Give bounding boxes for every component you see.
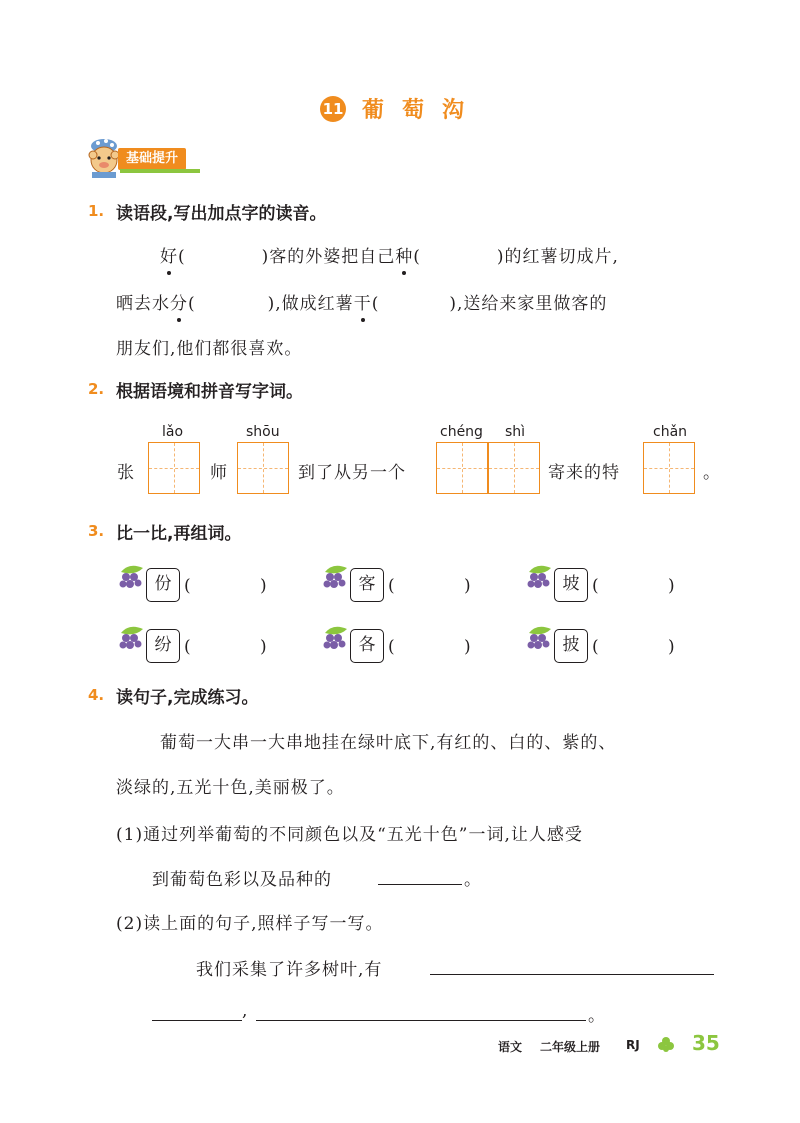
pinyin-chan: chǎn <box>653 424 688 440</box>
answer-line[interactable] <box>430 974 714 975</box>
mascot-icon <box>86 136 122 178</box>
grape-icon <box>321 562 351 594</box>
q4-sub2: (2)读上面的句子,照样子写一写。 <box>116 914 384 934</box>
writing-box[interactable] <box>436 442 488 494</box>
grape-icon <box>321 623 351 655</box>
writing-box[interactable] <box>148 442 200 494</box>
q1-number: 1. <box>88 202 105 220</box>
compare-char-pi: 披 <box>554 629 588 663</box>
grape-icon <box>117 623 147 655</box>
dotted-char-fen: 分 <box>170 289 188 314</box>
q1-line1: 好( )客的外婆把自己种( )的红薯切成片, <box>160 242 619 267</box>
compare-char-ge: 各 <box>350 629 384 663</box>
q3-prompt: 比一比,再组词。 <box>116 524 242 544</box>
writing-box[interactable] <box>643 442 695 494</box>
q4-passage-line2: 淡绿的,五光十色,美丽极了。 <box>116 778 345 798</box>
writing-box[interactable] <box>488 442 540 494</box>
q1-line2: 晒去水分( ),做成红薯干( ),送给来家里做客的 <box>116 289 607 314</box>
compare-char-fen2: 纷 <box>146 629 180 663</box>
lesson-title: 葡萄沟 <box>362 98 483 123</box>
q4-passage-line1: 葡萄一大串一大串地挂在绿叶底下,有红的、白的、紫的、 <box>160 733 617 753</box>
q4-number: 4. <box>88 686 105 704</box>
compare-char-po: 坡 <box>554 568 588 602</box>
q2-text-te: 寄来的特 <box>548 463 620 483</box>
pinyin-shi: shì <box>505 424 526 440</box>
q2-text-middle: 到了从另一个 <box>298 463 406 483</box>
q3-number: 3. <box>88 522 105 540</box>
footer-grade: 二年级上册 <box>540 1040 601 1054</box>
q4-example-start: 我们采集了许多树叶,有 <box>196 960 383 980</box>
answer-line[interactable] <box>256 1020 586 1021</box>
answer-line[interactable] <box>152 1020 242 1021</box>
q2-text-zhang: 张 <box>117 463 135 483</box>
dotted-char-zhong: 种 <box>395 242 413 267</box>
answer-line[interactable] <box>378 884 462 885</box>
pinyin-shou: shōu <box>246 424 280 440</box>
grape-icon <box>525 623 555 655</box>
q2-text-period: 。 <box>703 463 721 483</box>
grape-icon <box>525 562 555 594</box>
pinyin-lao: lǎo <box>162 424 184 440</box>
dotted-char-hao: 好 <box>160 242 178 267</box>
clover-icon <box>657 1036 675 1054</box>
page-number: 35 <box>692 1031 720 1055</box>
q4-prompt: 读句子,完成练习。 <box>116 688 259 708</box>
q1-line3: 朋友们,他们都很喜欢。 <box>116 339 303 359</box>
lesson-number-badge: 11 <box>320 96 346 122</box>
footer-edition: RJ <box>626 1038 640 1052</box>
dotted-char-gan: 干 <box>354 289 372 314</box>
q2-number: 2. <box>88 380 105 398</box>
writing-box[interactable] <box>237 442 289 494</box>
badge-underline <box>120 169 200 173</box>
footer-subject: 语文 <box>498 1040 523 1054</box>
q1-prompt: 读语段,写出加点字的读音。 <box>116 204 327 224</box>
compare-char-fen1: 份 <box>146 568 180 602</box>
q4-sub1-line1: (1)通过列举葡萄的不同颜色以及“五光十色”一词,让人感受 <box>116 825 583 845</box>
grape-icon <box>117 562 147 594</box>
section-badge: 基础提升 <box>118 148 186 170</box>
pinyin-cheng: chéng <box>440 424 483 440</box>
q2-prompt: 根据语境和拼音写字词。 <box>116 382 303 402</box>
q2-text-shi: 师 <box>210 463 228 483</box>
q4-sub1-line2: 到葡萄色彩以及品种的 <box>152 870 332 890</box>
compare-char-ke: 客 <box>350 568 384 602</box>
